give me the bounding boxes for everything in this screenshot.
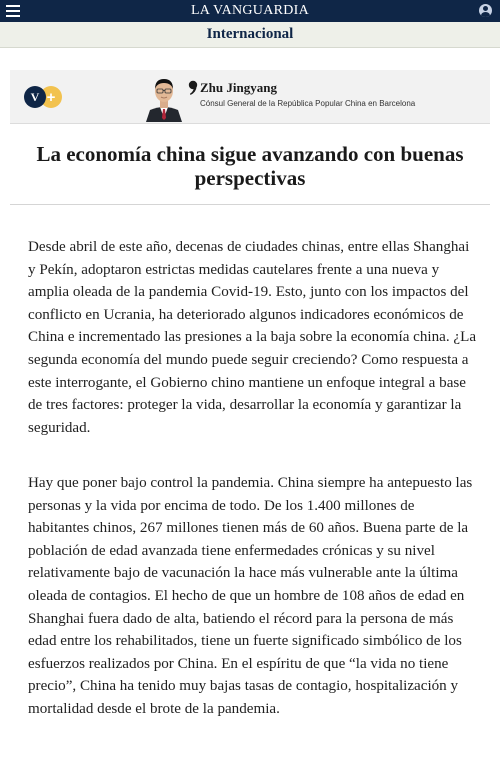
section-title[interactable]: Internacional — [206, 26, 294, 42]
badge-v: V — [24, 86, 46, 108]
article-paragraph: Desde abril de este año, decenas de ciudades chinas, entre ellas Shanghai y Pekín, adoptaron estrictas medidas cautelares frente a una nueva y amplia oleada de la pandemia Covid-19. Esto, junto con los impactos del conflicto en Ucrania, ha deteriorado algunos indicadores económicos de China e incrementado las presiones a la baja sobre la economía china. ¿La segunda economía del mundo puede seguir creciendo? Como respuesta a este interrogante, el Gobierno chino mantiene un enfoque integral a base de tres factores: proteger la vida, desarrollar la economía y garantizar la seguridad. — [28, 239, 477, 436]
user-icon[interactable] — [479, 4, 492, 17]
author-role: Cónsul General de la República Popular China en Barcelona — [200, 99, 416, 108]
author-avatar — [144, 74, 184, 122]
author-name[interactable]: Zhu Jingyang — [200, 80, 277, 95]
top-header-bar — [0, 0, 500, 22]
vanguardia-plus-badge[interactable] — [24, 86, 64, 108]
divider — [10, 204, 490, 205]
article-paragraph: Hay que poner bajo control la pandemia. China siempre ha antepuesto las personas y la vida por encima de todo. De los 1.400 millones de habitantes chinos, 267 millones tienen más de 60 años. Buena parte de la población de edad avanzada tiene enfermedades crónicas y su nivel relativamente bajo de vacunación la hace más vulnerable ante la última oleada de contagios. El hecho de que un hombre de 108 años de edad en Shanghai fuera dado de alta, batiendo el récord para la persona de más edad entre los rehabilitados, tiene un fuerte significado simbólico de los esfuerzos realizados por China. En el espíritu de que “la vida no tiene precio”, China ha tenido muy bajas tasas de contagio, hospitalización y mortalidad desde el brote de la pandemia. — [28, 475, 473, 717]
site-logo[interactable]: LA VANGUARDIA — [190, 3, 310, 18]
author-box — [10, 70, 490, 124]
hamburger-icon[interactable] — [6, 5, 20, 17]
article-headline: La economía china sigue avanzando con buenas perspectivas — [36, 142, 464, 190]
badge-plus: + — [40, 86, 62, 108]
quote-mark-icon — [188, 80, 198, 96]
section-bar — [0, 22, 500, 48]
